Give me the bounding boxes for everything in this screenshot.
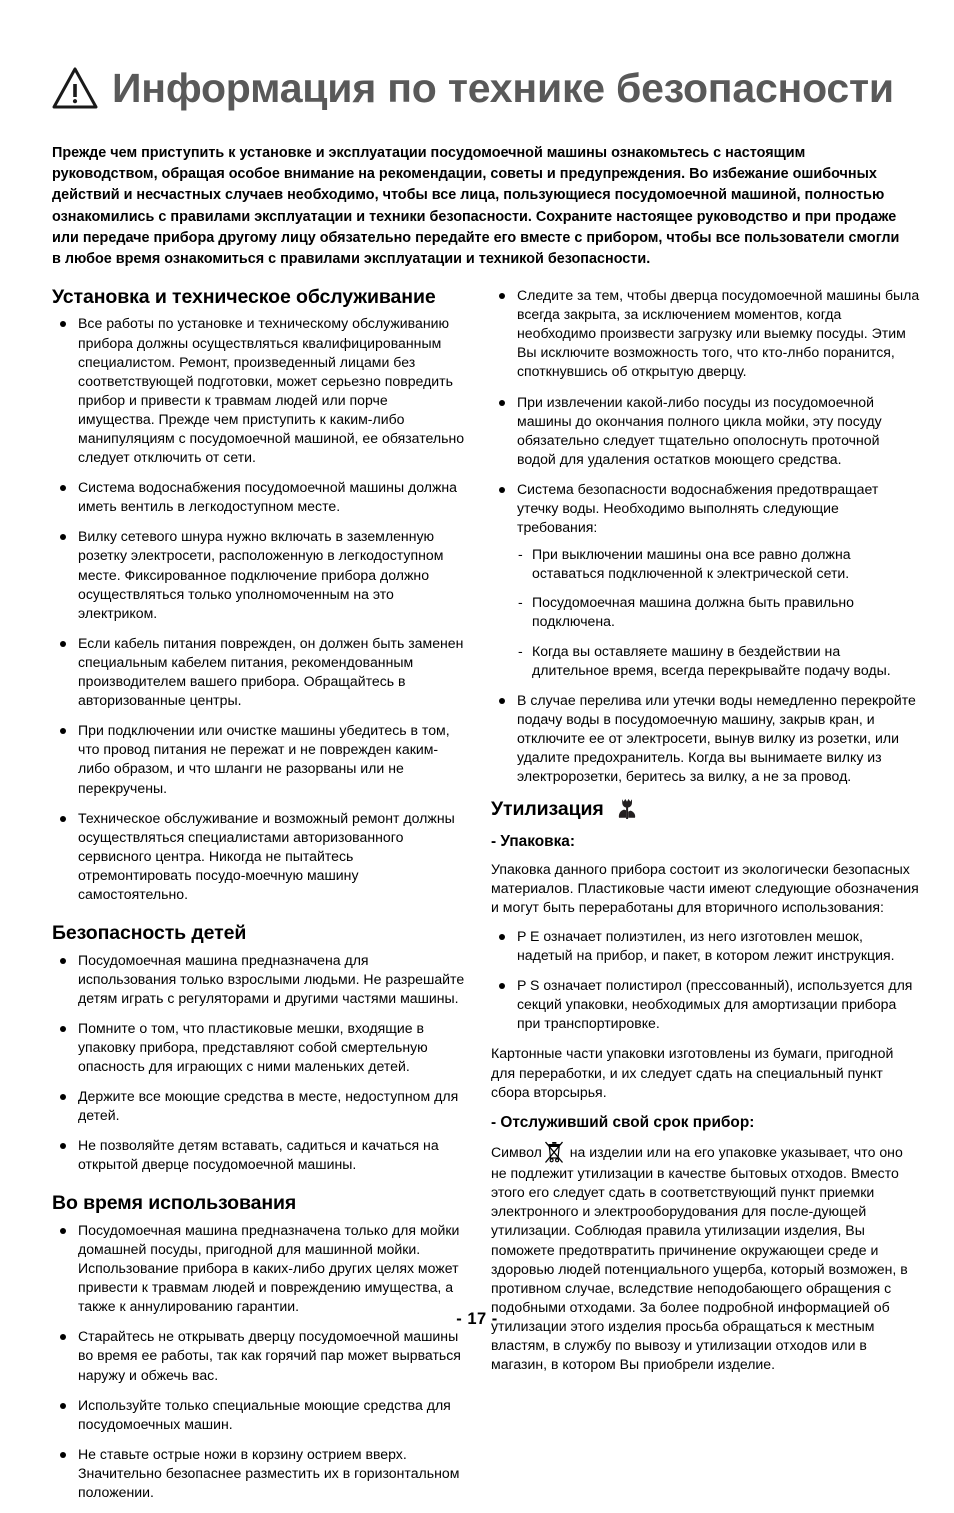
- water-safety-intro: Система безопасности водоснабжения предотвращает утечку воды. Необходимо выполнять следующие требования:: [517, 480, 879, 536]
- list-item: Все работы по установке и техническому обслуживанию прибора должны осуществляться квалифицированным специалистом. Ремонт, произведенный лицами без соответствующей подготовки, может серьезно повредить прибор и привести к травмам людей или порче имущества. Прежде чем приступить к каким-либо манипуляциям с посудомоечной машиной, ее обязательно следует отключить от сети.: [52, 314, 467, 467]
- list-item: Следите за тем, чтобы дверца посудомоечной машины была всегда закрыта, за исключением моментов, когда необходимо произвести загрузку или выемку посуды. Этим Вы исключите возможность того, что кто-лнбо поранится, споткнувшись об открытую дверцу.: [491, 286, 921, 381]
- list-item: Вилку сетевого шнура нужно включать в заземленную розетку электросети, расположенную в легкодоступном месте. Фиксированное подключение прибора должно осуществляться только уполномоченным на это электриком.: [52, 527, 467, 622]
- intro-paragraph: Прежде чем приступить к установке и эксплуатации посудомоечной машины ознакомьтесь с настоящим руководством, обращая особое внимание на рекомендации, советы и предупреждения. Во избежание ошибочных действий и несчастных случаев необходимо, чтобы все лица, пользующиеся посудомоечной машиной, полностью ознакомились с правилами эксплуатации и техники безопасности. Сохраните настоящее руководство и при продаже или передаче прибора другому лицу обязательно передайте его вместе с прибором, чтобы все пользователи смогли в любое время ознакомиться с правилами эксплуатации и техникой безопасности.: [52, 145, 900, 267]
- page-title-row: [52, 55, 902, 121]
- list-item: - Когда вы оставляете машину в бездействии на длительное время, всегда перекрывайте подачу воды.: [517, 642, 921, 680]
- page-title: Информация по технике безопасности: [112, 64, 894, 111]
- list-item: При подключении или очистке машины убедитесь в том, что провод питания не пережат и не поврежден каким-либо образом, и что шланги не разорваны или не перекручены.: [52, 721, 467, 797]
- list-item: Не ставьте острые ножи в корзину острием вверх. Значительно безопаснее разместить их в горизонтальном положении.: [52, 1445, 467, 1502]
- list-item: Посудомоечная машина предназначена для использования только взрослыми людьми. Не разрешайте детям играть с регуляторами и другими частями машины.: [52, 951, 467, 1008]
- list-item: Посудомоечная машина предназначена только для мойки домашней посуды, пригодной для машинной мойки. Использование прибора в каких-либо других целях может привести к травмам людей и повреждению имущества, а также к аннулированию гарантии.: [52, 1221, 467, 1316]
- list-item: Помните о том, что пластиковые мешки, входящие в упаковку прибора, представляют собой смертельную опасность для играющих с ними маленьких детей.: [52, 1019, 467, 1076]
- section-heading-recycling-label: Утилизация: [491, 797, 604, 820]
- section-heading-during-use: Во время использования: [52, 1192, 297, 1215]
- list-item: Техническое обслуживание и возможный ремонт должны осуществляться специалистами авторизованного сервисного центра. Никогда не пытайтесь отремонтировать посудо-моечную машину самостоятельно.: [52, 809, 467, 904]
- list-item: - При выключении машины она все равно должна оставаться подключенной к электрической сети.: [517, 545, 921, 583]
- list-item: P E означает полиэтилен, из него изготовлен мешок, надетый на прибор, и пакет, в котором лежит инструкция.: [491, 927, 921, 965]
- section-heading-recycling: [491, 797, 921, 821]
- list-item: Не позволяйте детям вставать, садиться и качаться на открытой дверце посудомоечной машины.: [52, 1136, 467, 1174]
- subheading-packaging: - Упаковка:: [491, 833, 575, 851]
- subheading-end-of-life: - Отслуживший свой срок прибор:: [491, 1113, 755, 1131]
- list-item: При извлечении какой-либо посуды из посудомоечной машины до окончания полного цикла мойки, эту посуду обязательно следует тщательно ополоснуть проточной водой для удаления остатков моющего средства.: [491, 393, 921, 469]
- bullet-list-child-safety: [52, 951, 467, 1175]
- section-heading-installation: Установка и техническое обслуживание: [52, 286, 436, 309]
- dash-list-water-safety: [517, 545, 921, 680]
- list-item: P S означает полистирол (прессованный), используется для секций упаковки, необходимых для амортизации прибора при транспортировке.: [491, 976, 921, 1033]
- list-item: Старайтесь не открывать дверцу посудомоечной машины во время ее работы, так как горячий пар может вырваться наружу и обжечь вас.: [52, 1327, 467, 1384]
- list-item: В случае перелива или утечки воды немедленно перекройте подачу воды в посудомоечную машину, закрыв кран, и отключите ее от электросети, вынув вилку из розетки, или удалите предохранитель. Когда вы вынимаете вилку из электророзетки, беритесь за вилку, а не за провод.: [491, 691, 921, 786]
- list-item: - Посудомоечная машина должна быть правильно подключена.: [517, 593, 921, 631]
- bullet-list-during-use: [52, 1221, 467, 1502]
- packaging-outro: Картонные части упаковки изготовлены из бумаги, пригодной для переработки, и их следует сдать на специальный пункт сбора вторсырья.: [491, 1045, 894, 1100]
- end-of-life-text: [491, 1140, 921, 1374]
- packaging-intro: Упаковка данного прибора состоит из экологически безопасных материалов. Пластиковые части имеют следующие обозначения и могут быть переработаны для вторичного использования:: [491, 860, 919, 915]
- warning-triangle-icon: [52, 67, 98, 109]
- end-of-life-text-before: Символ: [491, 1144, 542, 1161]
- list-item: Система водоснабжения посудомоечной машины должна иметь вентиль в легкодоступном месте.: [52, 478, 467, 516]
- list-item: Если кабель питания поврежден, он должен быть заменен специальным кабелем питания, рекомендованным производителем вашего прибора. Обращайтесь в авторизованные центры.: [52, 634, 467, 710]
- bullet-list-during-use-continued: [491, 286, 921, 786]
- flower-icon: [616, 797, 642, 821]
- end-of-life-text-after: на изделии или на его упаковке указывает, что оно не подлежит утилизации в качестве бытовых отходов. Вместо этого его следует сдать в соответствующий пункт приемки электронного и электрооборудования для после-дующей утилизации. Соблюдая правила утилизации изделия, Вы поможете предотвратить причинение окружающеи среде и здоровью людей потенциального ущерба, который возможен, в противном случае, вследствие неподобающего обращения с подобными отходами. За более подробной информацией об утилизации этого изделия просьба обращаться к местным властям, в службу по вывозу и утилизации отходов или в магазин, в котором Вы приобрели изделие.: [491, 1144, 908, 1373]
- crossed-out-wheelie-bin-icon: [544, 1140, 564, 1164]
- list-item: Используйте только специальные моющие средства для посудомоечных машин.: [52, 1396, 467, 1434]
- section-heading-child-safety: Безопасность детей: [52, 922, 247, 945]
- list-item: Держите все моющие средства в месте, недоступном для детей.: [52, 1087, 467, 1125]
- list-item-water-safety: [491, 480, 921, 680]
- bullet-list-packaging-materials: [491, 927, 921, 1033]
- page-number: - 17 -: [456, 1310, 498, 1328]
- bullet-list-installation: [52, 314, 467, 904]
